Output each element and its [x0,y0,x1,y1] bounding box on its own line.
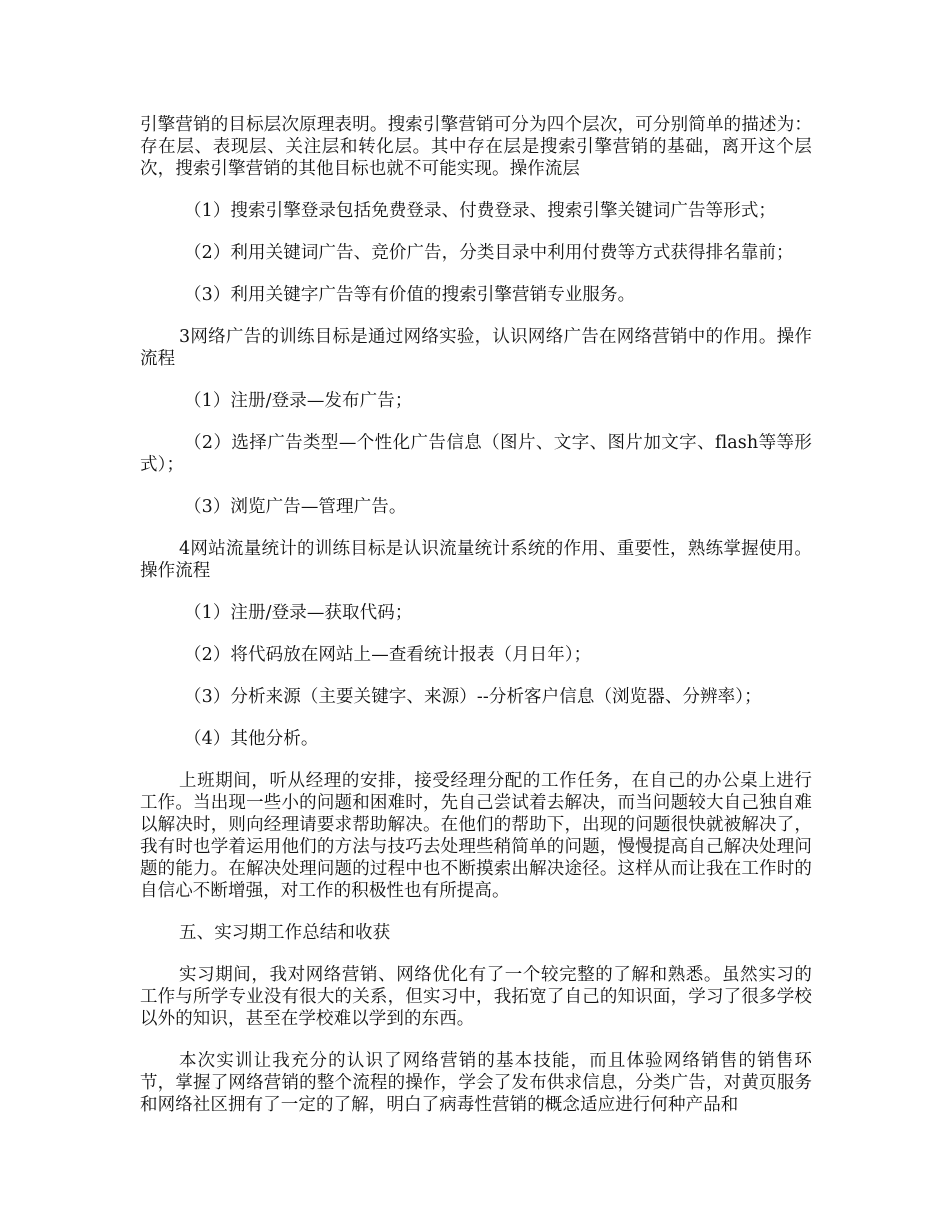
paragraph-work-period: 上班期间，听从经理的安排，接受经理分配的工作任务，在自己的办公桌上进行工作。当出现一些小的问题和困难时，先自己尝试着去解决，而当问题较大自己独自难以解决时，则向经理请要求帮助解决。在他们的帮助下，出现的问题很快就被解决了，我有时也学着运用他们的方法与技巧去处理些稍简单的问题，慢慢提高自己解决处理问题的能力。在解决处理问题的过程中也不断摸索出解决途径。这样从而让我在工作时的自信心不断增强，对工作的积极性也有所提高。 [140,771,812,901]
list-item-stats-1: （1）注册/登录—获取代码； [184,603,413,623]
paragraph-intro-search-engine: 引擎营销的目标层次原理表明。搜索引擎营销可分为四个层次，可分别简单的描述为：存在层、表现层、关注层和转化层。其中存在层是搜索引擎营销的基础，离开这个层次，搜索引擎营销的其他目标也就不可能实现。操作流层 [140,115,812,179]
list-item-stats-2: （2）将代码放在网站上—查看统计报表（月日年）； [184,645,592,665]
paragraph-network-ads: 3网络广告的训练目标是通过网络实验，认识网络广告在网络营销中的作用。操作流程 [140,327,812,369]
list-item-search-2: （2）利用关键词广告、竞价广告，分类目录中利用付费等方式获得排名靠前； [184,243,794,263]
section-heading-summary: 五、实习期工作总结和收获 [179,923,391,943]
list-item-stats-3: （3）分析来源（主要关键字、来源）--分析客户信息（浏览器、分辨率）； [184,687,762,707]
paragraph-training-reflection: 本次实训让我充分的认识了网络营销的基本技能，而且体验网络销售的销售环节，掌握了网络营销的整个流程的操作，学会了发布供求信息，分类广告，对黄页服务和网络社区拥有了一定的了解，明白了病毒性营销的概念适应进行何种产品和 [140,1051,812,1115]
list-item-ads-2: （2）选择广告类型—个性化广告信息（图片、文字、图片加文字、flash等等形式）； [140,433,812,475]
list-item-ads-1: （1）注册/登录—发布广告； [184,391,413,411]
list-item-search-3: （3）利用关键字广告等有价值的搜索引擎营销专业服务。 [184,285,636,305]
list-item-stats-4: （4）其他分析。 [184,729,319,749]
paragraph-traffic-stats: 4网站流量统计的训练目标是认识流量统计系统的作用、重要性，熟练掌握使用。操作流程 [140,539,812,581]
list-item-search-1: （1）搜索引擎登录包括免费登录、付费登录、搜索引擎关键词广告等形式； [184,201,777,221]
paragraph-internship-gains: 实习期间，我对网络营销、网络优化有了一个较完整的了解和熟悉。虽然实习的工作与所学专业没有很大的关系，但实习中，我拓宽了自己的知识面，学习了很多学校以外的知识，甚至在学校难以学到的东西。 [140,965,812,1029]
list-item-ads-3: （3）浏览广告—管理广告。 [184,497,407,517]
document-page [140,114,812,1136]
